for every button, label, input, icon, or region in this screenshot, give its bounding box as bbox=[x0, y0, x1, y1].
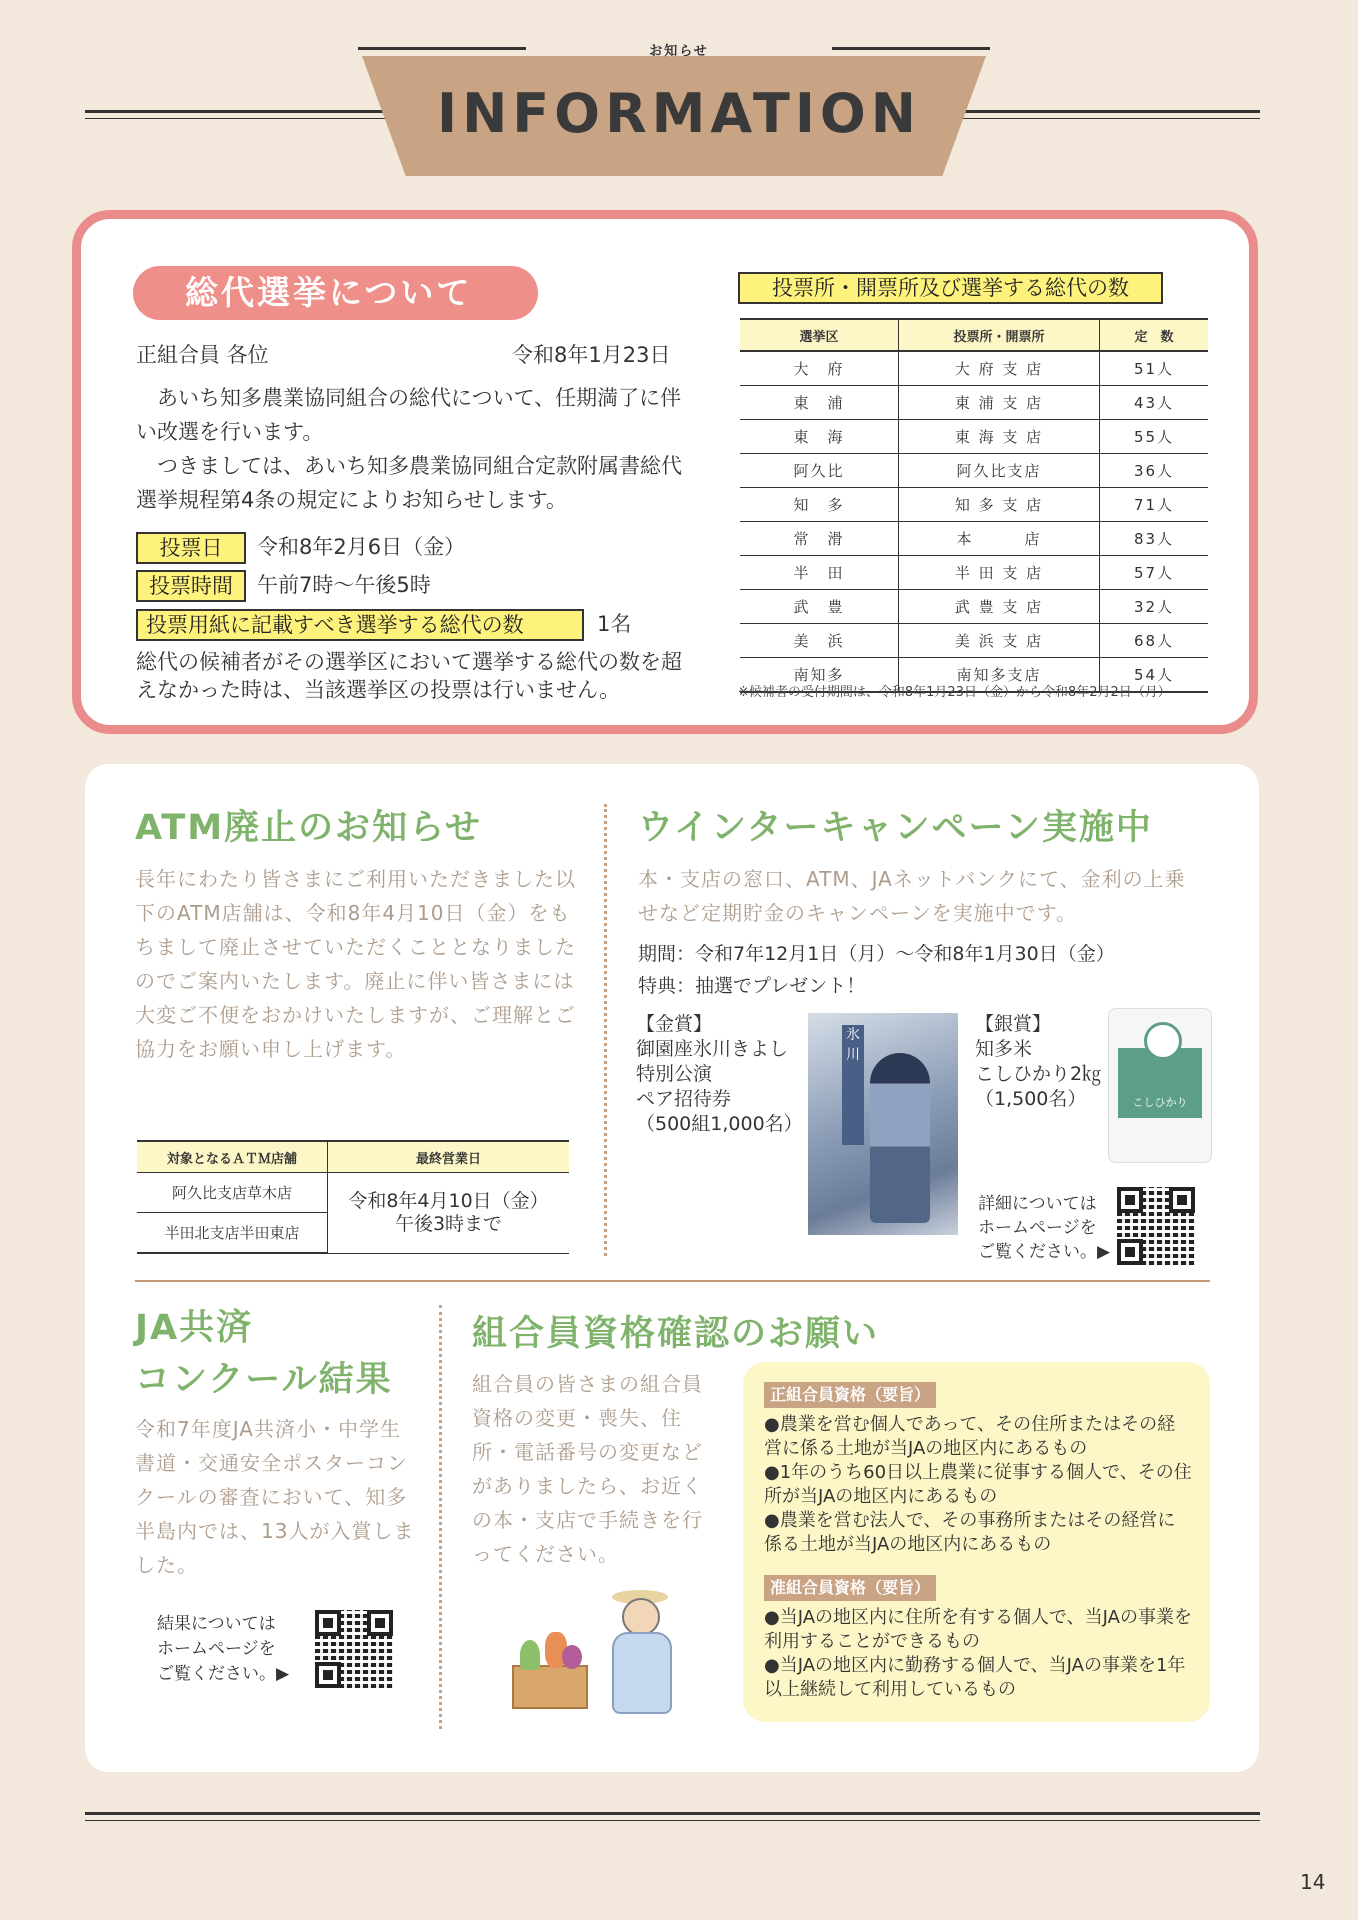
vote-table-header: 定 数 bbox=[1100, 319, 1209, 351]
kyosai-body: 令和7年度JA共済小・中学生書道・交通安全ポスターコンクールの審査において、知多半島内では、13人が入賞しました。 bbox=[135, 1417, 415, 1577]
quota: 71人 bbox=[1100, 488, 1209, 522]
atm-heading: ATM廃止のお知らせ bbox=[135, 808, 483, 848]
silver-label: 【銀賞】 bbox=[975, 1013, 1052, 1035]
gold-line: ペア招待券 bbox=[636, 1088, 732, 1110]
election-paragraph-2: つきましては、あいち知多農業協同組合定款附属書総代選挙規程第4条の規定によりお知らせします。 bbox=[136, 454, 682, 512]
list-item: ●農業を営む法人で、その事務所またはその経営に係る土地が当JAの地区内にあるもの bbox=[764, 1510, 1176, 1555]
polling-place: 東 海 支 店 bbox=[899, 420, 1100, 454]
gold-line: 特別公演 bbox=[636, 1063, 713, 1085]
vote-table-title: 投票所・開票所及び選挙する総代の数 bbox=[738, 272, 1163, 304]
candidate-period-note: ※候補者の受付期間は、令和8年1月23日（金）から令和8年2月2日（月） bbox=[738, 685, 1171, 700]
atm-body: 長年にわたり皆さまにご利用いただきました以下のATM店舗は、令和8年4月10日（金）をもちまして廃止させていただくこととなりましたのでご案内いたします。廃止に伴い皆さまには大変ご不便をおかけいたしますが、ご理解とご協力をお願い申し上げます。 bbox=[135, 867, 576, 1061]
divider-vertical-bottom bbox=[439, 1305, 442, 1729]
quota: 32人 bbox=[1100, 590, 1209, 624]
atm-table-header: 最終営業日 bbox=[328, 1141, 570, 1173]
vegetable-crate-icon bbox=[512, 1665, 588, 1709]
silver-line: （1,500名） bbox=[975, 1088, 1087, 1110]
detail-line: 詳細については bbox=[978, 1194, 1097, 1214]
quota: 43人 bbox=[1100, 386, 1209, 420]
table-row bbox=[740, 522, 1208, 556]
polling-place: 武 豊 支 店 bbox=[899, 590, 1100, 624]
kyosai-qr-code-icon[interactable] bbox=[315, 1610, 393, 1688]
gold-line: 御園座氷川きよし bbox=[636, 1038, 789, 1060]
district: 東 浦 bbox=[740, 386, 899, 420]
winter-body: 本・支店の窓口、ATM、JAネットバンクにて、金利の上乗せなど定期貯金のキャンペーンを実施中です。 bbox=[638, 867, 1186, 925]
vote-day-value: 令和8年2月6日（金） bbox=[257, 535, 466, 559]
gold-line: （500組1,000名） bbox=[636, 1113, 803, 1135]
kyosai-heading-line: コンクール結果 bbox=[135, 1360, 393, 1400]
district: 大 府 bbox=[740, 351, 899, 386]
polling-place: 南知多支店 bbox=[899, 658, 1100, 693]
election-heading: 総代選挙について bbox=[133, 266, 538, 320]
vote-table bbox=[740, 318, 1208, 693]
election-paragraph-1: あいち知多農業協同組合の総代について、任期満了に伴い改選を行います。 bbox=[136, 386, 682, 444]
regular-member-tag: 正組合員資格（要旨） bbox=[764, 1382, 936, 1408]
winter-heading: ウインターキャンペーン実施中 bbox=[638, 808, 1153, 848]
table-row bbox=[740, 454, 1208, 488]
ja-logo-icon bbox=[1144, 1022, 1182, 1060]
quota: 83人 bbox=[1100, 522, 1209, 556]
district: 半 田 bbox=[740, 556, 899, 590]
election-date: 令和8年1月23日 bbox=[512, 343, 671, 367]
atm-table-header: 対象となるＡＴＭ店舗 bbox=[137, 1141, 328, 1173]
vegetable-icon bbox=[562, 1645, 582, 1669]
district: 美 浜 bbox=[740, 624, 899, 658]
table-row bbox=[740, 420, 1208, 454]
divider-vertical-top bbox=[604, 804, 607, 1256]
list-item: ●当JAの地区内に勤務する個人で、当JAの事業を1年以上継続して利用しているもの bbox=[764, 1655, 1186, 1700]
page-number: 14 bbox=[1300, 1870, 1326, 1894]
kyosai-heading bbox=[135, 1302, 393, 1406]
header-small-label: お知らせ bbox=[649, 44, 709, 59]
concert-poster-image bbox=[808, 1013, 958, 1235]
table-row bbox=[740, 556, 1208, 590]
silver-prize bbox=[975, 1012, 1101, 1112]
vegetable-icon bbox=[520, 1640, 540, 1670]
quota: 36人 bbox=[1100, 454, 1209, 488]
polling-place: 東 浦 支 店 bbox=[899, 386, 1100, 420]
table-row bbox=[137, 1173, 569, 1213]
atm-last-time: 午後3時まで bbox=[394, 1212, 503, 1235]
district: 常 滑 bbox=[740, 522, 899, 556]
vote-day-label: 投票日 bbox=[136, 532, 246, 564]
gold-prize bbox=[636, 1012, 803, 1137]
kyosai-heading-line: JA共済 bbox=[135, 1308, 254, 1348]
polling-place: 知 多 支 店 bbox=[899, 488, 1100, 522]
quota: 51人 bbox=[1100, 351, 1209, 386]
table-row bbox=[740, 386, 1208, 420]
district: 阿久比 bbox=[740, 454, 899, 488]
result-line: 結果については bbox=[157, 1614, 276, 1634]
district: 知 多 bbox=[740, 488, 899, 522]
count-value: 1名 bbox=[597, 612, 632, 636]
table-row bbox=[740, 351, 1208, 386]
district: 武 豊 bbox=[740, 590, 899, 624]
rice-bag-image bbox=[1108, 1008, 1212, 1163]
associate-member-list bbox=[764, 1606, 1192, 1702]
election-addressee: 正組合員 各位 bbox=[136, 343, 269, 367]
table-row bbox=[740, 590, 1208, 624]
atm-last-day: 令和8年4月10日（金） bbox=[348, 1189, 549, 1212]
kyosai-result-text bbox=[157, 1612, 289, 1687]
poster-figure bbox=[870, 1053, 930, 1223]
vote-table-header: 選挙区 bbox=[740, 319, 899, 351]
polling-place: 本 店 bbox=[899, 522, 1100, 556]
district: 南知多 bbox=[740, 658, 899, 693]
list-item: ●1年のうち60日以上農業に従事する個人で、その住所が当JAの地区内にあるもの bbox=[764, 1462, 1192, 1507]
rice-bag-label: こしひかり bbox=[1132, 1096, 1188, 1109]
member-body: 組合員の皆さまの組合員資格の変更・喪失、住所・電話番号の変更などがありましたら、お近くの本・支店で手続きを行ってください。 bbox=[472, 1372, 703, 1566]
member-heading: 組合員資格確認のお願い bbox=[472, 1314, 880, 1354]
polling-place: 美 浜 支 店 bbox=[899, 624, 1100, 658]
winter-benefit: 特典：抽選でプレゼント！ bbox=[638, 975, 866, 997]
atm-store: 阿久比支店草木店 bbox=[137, 1173, 328, 1213]
atm-table bbox=[137, 1140, 569, 1254]
farmer-head-icon bbox=[622, 1598, 660, 1636]
winter-detail-text bbox=[978, 1192, 1110, 1264]
district: 東 海 bbox=[740, 420, 899, 454]
table-row bbox=[740, 488, 1208, 522]
winter-qr-code-icon[interactable] bbox=[1117, 1187, 1195, 1265]
result-line[interactable]: ご覧ください。▶ bbox=[157, 1664, 290, 1684]
polling-place: 大 府 支 店 bbox=[899, 351, 1100, 386]
farmer-body-icon bbox=[612, 1632, 672, 1714]
page-title: INFORMATION bbox=[436, 82, 922, 145]
section-divider bbox=[135, 1280, 1210, 1282]
atm-store: 半田北支店半田東店 bbox=[137, 1213, 328, 1254]
detail-line: ホームページを bbox=[978, 1218, 1097, 1238]
associate-member-tag: 准組合員資格（要旨） bbox=[764, 1575, 936, 1601]
regular-member-list bbox=[764, 1413, 1192, 1557]
quota: 57人 bbox=[1100, 556, 1209, 590]
poster-title: 氷川 bbox=[842, 1025, 864, 1145]
election-closing: 総代の候補者がその選挙区において選挙する総代の数を超えなかった時は、当該選挙区の投票は行いません。 bbox=[136, 650, 682, 702]
silver-line: こしひかり2㎏ bbox=[975, 1063, 1102, 1085]
vote-time-value: 午前7時～午後5時 bbox=[257, 573, 431, 597]
quota: 55人 bbox=[1100, 420, 1209, 454]
silver-line: 知多米 bbox=[975, 1038, 1033, 1060]
quota: 68人 bbox=[1100, 624, 1209, 658]
gold-label: 【金賞】 bbox=[636, 1013, 713, 1035]
footer-rule bbox=[85, 1812, 1260, 1821]
list-item: ●農業を営む個人であって、その住所またはその経営に係る土地が当JAの地区内にあるもの bbox=[764, 1414, 1176, 1459]
vote-time-label: 投票時間 bbox=[136, 570, 246, 602]
vote-table-header: 投票所・開票所 bbox=[899, 319, 1100, 351]
quota: 54人 bbox=[1100, 658, 1209, 693]
polling-place: 半 田 支 店 bbox=[899, 556, 1100, 590]
detail-line[interactable]: ご覧ください。▶ bbox=[978, 1242, 1111, 1262]
winter-period: 期間：令和7年12月1日（月）～令和8年1月30日（金） bbox=[638, 943, 1115, 965]
polling-place: 阿久比支店 bbox=[899, 454, 1100, 488]
atm-last-day-cell bbox=[328, 1173, 570, 1254]
list-item: ●当JAの地区内に住所を有する個人で、当JAの事業を利用することができるもの bbox=[764, 1607, 1192, 1652]
result-line: ホームページを bbox=[157, 1639, 276, 1659]
count-label: 投票用紙に記載すべき選挙する総代の数 bbox=[136, 609, 584, 641]
table-row bbox=[740, 624, 1208, 658]
